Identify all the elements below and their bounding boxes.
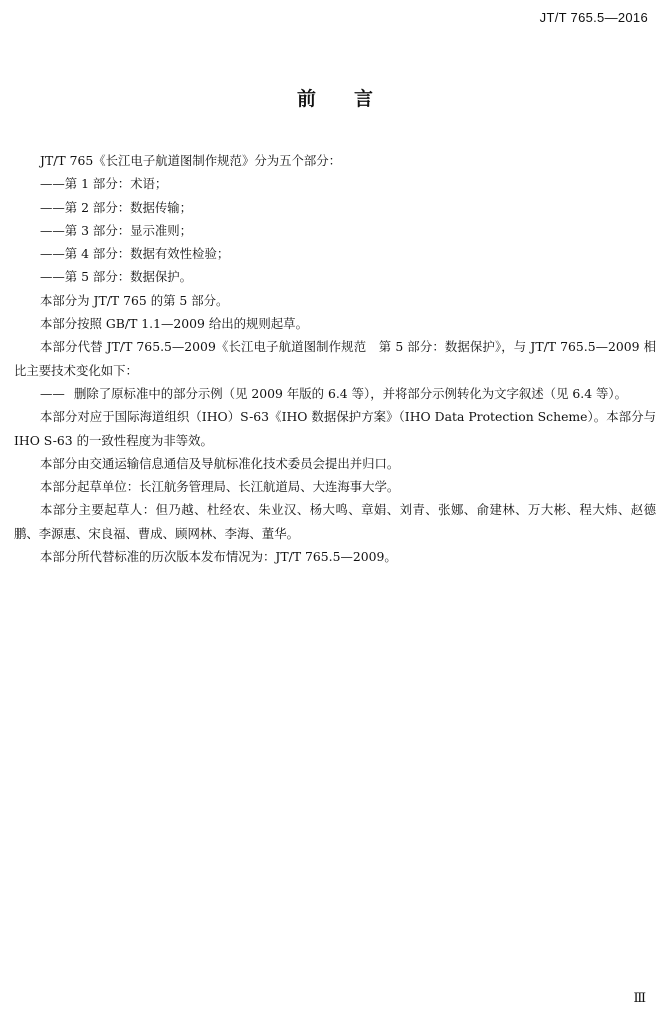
page-number: Ⅲ [633,991,646,1006]
change-item-1 [14,382,656,405]
drafting-units-paragraph: 本部分起草单位：长江航务管理局、长江航道局、大连海事大学。 [40,479,400,495]
iho-paragraph: 本部分对应于国际海道组织（IHO）S-63《IHO 数据保护方案》（IHO Data Protection Scheme）。本部分与 IHO S-63 的一致性程度为非等效。 [14,409,656,448]
standard-code-header: JT/T 765.5—2016 [539,10,648,25]
this-part-paragraph: 本部分为 JT/T 765 的第 5 部分。 [40,292,229,308]
part-list-item-1: ——第 1 部分：术语； [40,176,168,192]
foreword-body [14,149,656,568]
drafters-paragraph: 本部分主要起草人：但乃越、杜经农、朱业汉、杨大鸣、章娟、刘青、张娜、俞建林、万大彬、程大炜、赵德鹏、李源惠、宋良福、曹成、顾网林、李海、董华。 [14,502,656,541]
change-item-text: 删除了原标准中的部分示例（见 2009 年版的 6.4 等），并将部分示例转化为文字叙述（见 6.4 等）。 [74,385,628,401]
part-list-item-2: ——第 2 部分：数据传输； [40,199,193,215]
history-paragraph: 本部分所代替标准的历次版本发布情况为：JT/T 765.5—2009。 [40,549,397,565]
replaces-paragraph: 本部分代替 JT/T 765.5—2009《长江电子航道图制作规范 第 5 部分：数据保护》，与 JT/T 765.5—2009 相比主要技术变化如下： [14,339,656,378]
drafting-rules-paragraph: 本部分按照 GB/T 1.1—2009 给出的规则起草。 [40,316,308,332]
part-list-item-3: ——第 3 部分：显示准则； [40,222,193,238]
part-list-item-4: ——第 4 部分：数据有效性检验； [40,246,230,262]
intro-paragraph: JT/T 765《长江电子航道图制作规范》分为五个部分： [40,153,342,168]
page-title: 前言 [296,88,411,110]
proposed-by-paragraph: 本部分由交通运输信息通信及导航标准化技术委员会提出并归口。 [40,455,400,471]
change-item-dash: —— [40,385,65,401]
part-list-item-5: ——第 5 部分：数据保护。 [40,269,193,285]
